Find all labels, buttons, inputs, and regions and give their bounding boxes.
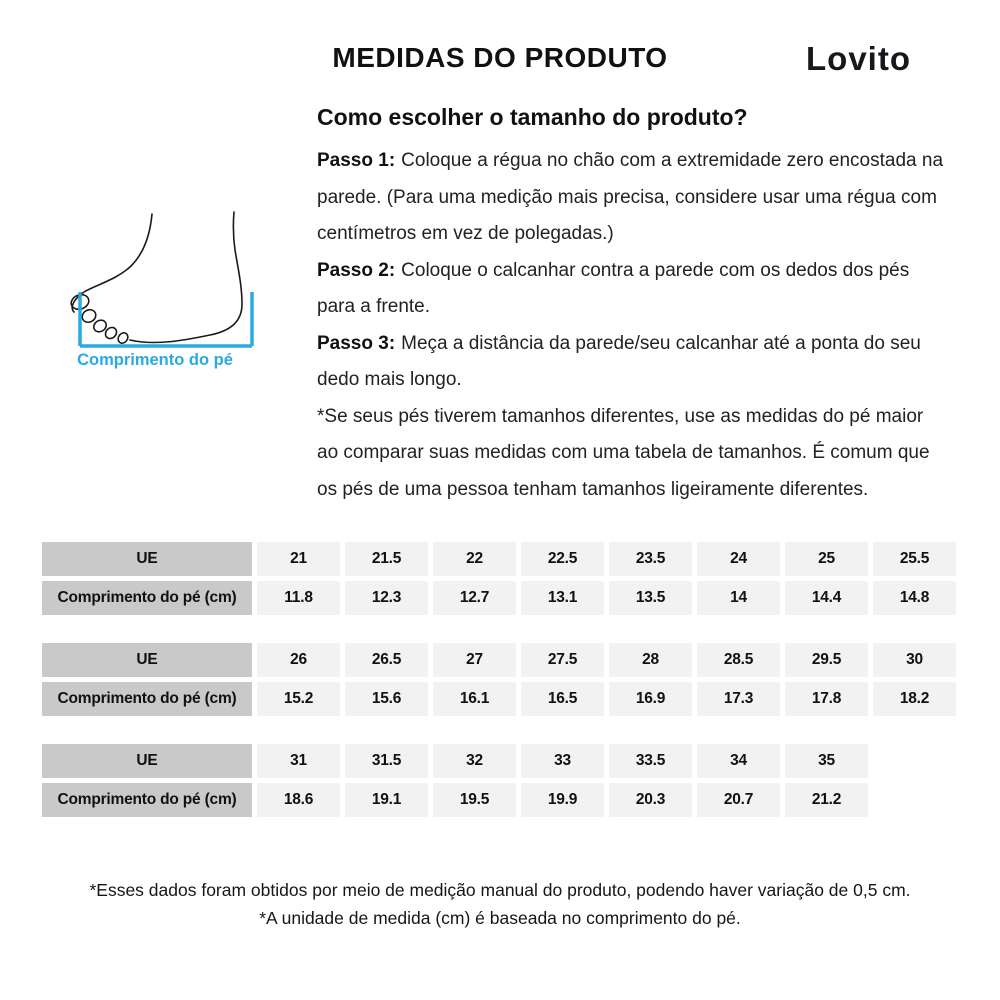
cm-value: 16.1 [433,682,516,716]
toe-5 [116,331,130,345]
foot-sole-heel-outline [130,212,242,343]
ue-value: 34 [697,744,780,778]
table-row-cm [42,682,956,716]
ue-value: 27 [433,643,516,677]
cm-value: 19.9 [521,783,604,817]
ue-value: 28 [609,643,692,677]
cm-value: 21.2 [785,783,868,817]
step-1-label: Passo 1: [317,150,396,171]
cm-value: 14 [697,581,780,615]
table-row-ue [42,542,956,576]
cm-value: 12.3 [345,581,428,615]
cm-value: 12.7 [433,581,516,615]
ue-value: 21.5 [345,542,428,576]
cm-value: 16.9 [609,682,692,716]
ue-value: 33 [521,744,604,778]
step-2-label: Passo 2: [317,259,396,281]
ue-value: 33.5 [609,744,692,778]
row-header-cm: Comprimento do pé (cm) [42,783,252,817]
row-header-ue: UE [42,542,252,576]
row-header-ue: UE [42,643,252,677]
table-row-cm [42,581,956,615]
ue-value: 21 [257,542,340,576]
cm-value: 20.7 [697,783,780,817]
cm-value: 17.8 [785,682,868,716]
size-table-3 [42,744,956,817]
different-sizes-note: *Se seus pés tiverem tamanhos diferentes, use as medidas do pé maior ao comparar suas medidas com uma tabela de tamanhos. É comum que os pés de uma pessoa tenham tamanhos ligeiramente diferentes. [317,405,930,500]
instructions-heading: Como escolher o tamanho do produto? [317,104,748,130]
table-row-cm [42,783,956,817]
cm-value: 18.2 [873,682,956,716]
step-1-paragraph [317,143,949,253]
ue-value: 22 [433,542,516,576]
cm-value: 11.8 [257,581,340,615]
ue-value: 22.5 [521,542,604,576]
cm-value: 16.5 [521,682,604,716]
cm-value: 17.3 [697,682,780,716]
ue-value: 31.5 [345,744,428,778]
ue-value: 26.5 [345,643,428,677]
size-table-2 [42,643,956,716]
size-tables [42,542,956,845]
instructions-column [317,104,949,508]
table-row-ue [42,643,956,677]
foot-front-outline [72,214,152,312]
ue-value: 32 [433,744,516,778]
table-row-ue [42,744,956,778]
cm-value: 15.2 [257,682,340,716]
step-3-label: Passo 3: [317,332,396,354]
step-2-paragraph [317,253,949,326]
step-1-text: Coloque a régua no chão com a extremidade zero encostada na parede. (Para uma medição mais precisa, considere usar uma régua com centímetros em vez de polegadas.) [317,150,944,244]
footer-notes [0,876,1000,932]
step-3-text: Meça a distância da parede/seu calcanhar até a ponta do seu dedo mais longo. [317,332,921,390]
row-header-ue: UE [42,744,252,778]
foot-illustration [40,198,270,368]
cm-value: 15.6 [345,682,428,716]
ue-value: 27.5 [521,643,604,677]
step-3-paragraph [317,326,949,399]
cm-value: 18.6 [257,783,340,817]
cm-value: 13.1 [521,581,604,615]
ue-value: 26 [257,643,340,677]
ue-value: 25.5 [873,542,956,576]
ue-value: 23.5 [609,542,692,576]
page-title: MEDIDAS DO PRODUTO [332,42,668,73]
row-header-cm: Comprimento do pé (cm) [42,682,252,716]
size-table-1 [42,542,956,615]
ue-value: 24 [697,542,780,576]
ue-value: 29.5 [785,643,868,677]
cm-value: 19.1 [345,783,428,817]
cm-value: 14.4 [785,581,868,615]
foot-measurement-diagram [40,198,270,373]
row-header-cm: Comprimento do pé (cm) [42,581,252,615]
ue-value: 30 [873,643,956,677]
footer-note-1: *Esses dados foram obtidos por meio de medição manual do produto, podendo haver variação de 0,5 cm. [89,880,911,900]
foot-length-label: Comprimento do pé [77,351,233,369]
step-2-text: Coloque o calcanhar contra a parede com os dedos dos pés para a frente. [317,259,910,317]
ue-value: 28.5 [697,643,780,677]
cm-value: 13.5 [609,581,692,615]
cm-value: 14.8 [873,581,956,615]
footer-note-2: *A unidade de medida (cm) é baseada no comprimento do pé. [259,908,741,928]
cm-value: 19.5 [433,783,516,817]
ue-value: 31 [257,744,340,778]
ue-value: 25 [785,542,868,576]
brand-logo: Lovito [806,40,911,77]
ue-value: 35 [785,744,868,778]
cm-value: 20.3 [609,783,692,817]
